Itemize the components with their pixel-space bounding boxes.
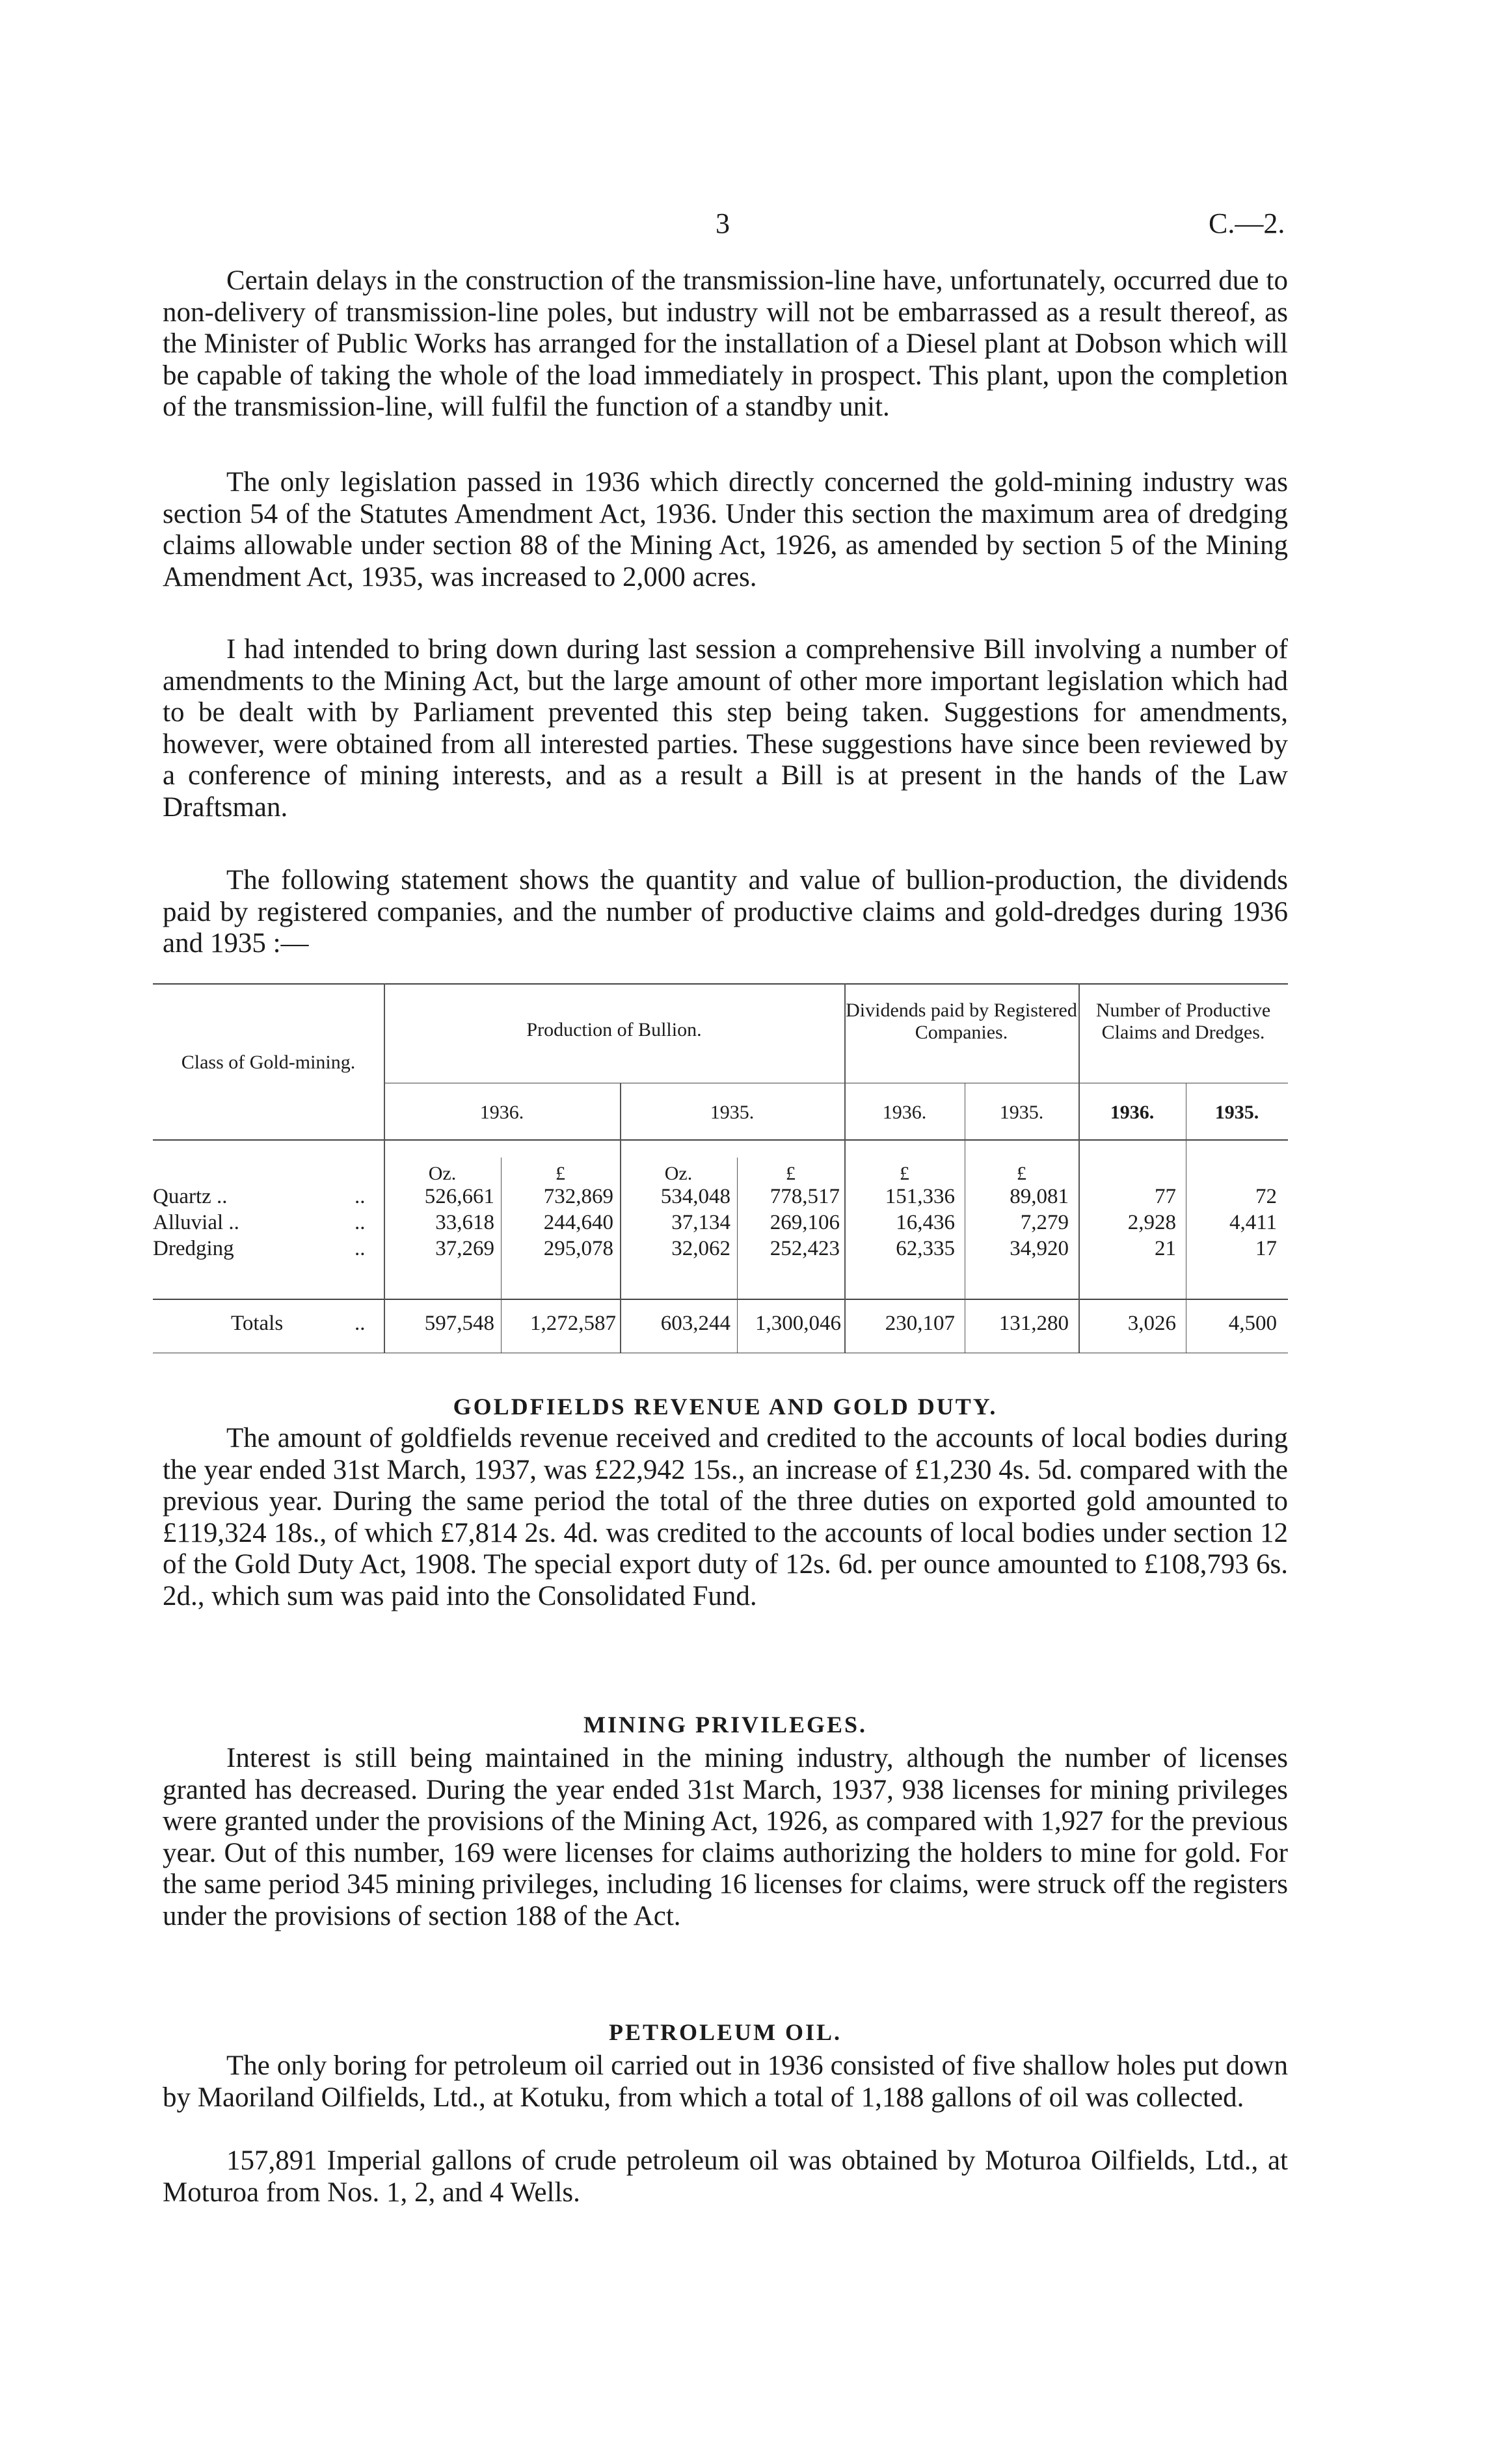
total-dividends-1935: 131,280 <box>998 1312 1069 1335</box>
prod-1935-value: 778,517 <box>770 1185 840 1208</box>
page-number: 3 <box>716 207 730 239</box>
prod-1936-value: 732,869 <box>543 1185 613 1208</box>
paragraph-petroleum-moturoa: 157,891 Imperial gallons of crude petroleum oil was obtained by Moturoa Oilfields, Ltd., at Moturoa from Nos. 1, 2, and 4 Wells. <box>163 2145 1288 2208</box>
heading-petroleum-oil: PETROLEUM OIL. <box>608 2019 842 2045</box>
prod-1935-value: 252,423 <box>770 1237 840 1260</box>
prod-1936-oz: 37,269 <box>435 1237 494 1260</box>
row-dots: .. <box>355 1237 366 1260</box>
prod-1935-oz: 32,062 <box>671 1237 730 1260</box>
dividends-1935: 34,920 <box>1010 1237 1069 1260</box>
total-claims-1936: 3,026 <box>1127 1312 1176 1335</box>
unit-pounds: £ <box>556 1163 565 1184</box>
year-1935-header: 1935. <box>710 1102 755 1123</box>
year-1935-header: 1935. <box>1214 1102 1259 1123</box>
table-totals-rule <box>153 1299 1288 1300</box>
dividends-1936: 16,436 <box>896 1211 955 1234</box>
paragraph-goldfields-revenue: The amount of goldfields revenue received and credited to the accounts of local bodies during the year ended 31st March, 1937, was £22,942 15s., an increase of £1,230 4s. 5d. compared with the previous year. During the same period the total of the three duties on exported gold amounted to £119,324 18s., of which £7,814 2s. 4d. was credited to the accounts of local bodies under section 12 of the Gold Duty Act, 1908. The special export duty of 12s. 6d. per ounce amounted to £108,793 6s. 2d., which sum was paid into the Consolidated Fund. <box>163 1423 1288 1611</box>
prod-1935-value: 269,106 <box>770 1211 840 1234</box>
total-claims-1935: 4,500 <box>1228 1312 1277 1335</box>
row-label: Quartz .. <box>153 1185 228 1208</box>
prod-1936-oz: 33,618 <box>435 1211 494 1234</box>
prod-1936-value: 295,078 <box>543 1237 613 1260</box>
bullion-production-table <box>153 983 1288 1354</box>
total-prod-1935-oz: 603,244 <box>660 1312 730 1335</box>
unit-pounds: £ <box>1017 1163 1026 1184</box>
dividends-1936: 151,336 <box>885 1185 955 1208</box>
row-dots: .. <box>355 1312 366 1335</box>
heading-goldfields-revenue: GOLDFIELDS REVENUE AND GOLD DUTY. <box>453 1394 998 1420</box>
prod-1936-oz: 526,661 <box>424 1185 494 1208</box>
year-1936-header: 1936. <box>882 1102 927 1123</box>
dividends-1935: 7,279 <box>1020 1211 1069 1234</box>
table-top-rule <box>153 983 1288 985</box>
table-header-bottom-rule <box>153 1139 1288 1141</box>
total-dividends-1936: 230,107 <box>885 1312 955 1335</box>
unit-pounds: £ <box>900 1163 909 1184</box>
paragraph-statement-intro: The following statement shows the quantity and value of bullion-production, the dividends paid by registered companies, and the number of productive claims and gold-dredges during 1936 and 1935 :— <box>163 865 1288 959</box>
unit-ounces: Oz. <box>664 1163 693 1184</box>
total-prod-1936-value: 1,272,587 <box>530 1312 616 1335</box>
prod-1935-oz: 534,048 <box>660 1185 730 1208</box>
claims-1935: 72 <box>1255 1185 1277 1208</box>
dividends-1936: 62,335 <box>896 1237 955 1260</box>
document-reference: C.—2. <box>1209 207 1285 239</box>
prod-1936-value: 244,640 <box>543 1211 613 1234</box>
claims-1935: 17 <box>1255 1237 1277 1260</box>
claims-1935: 4,411 <box>1229 1211 1277 1234</box>
unit-ounces: Oz. <box>428 1163 457 1184</box>
production-column-header: Production of Bullion. <box>526 1019 702 1040</box>
paragraph-mining-privileges: Interest is still being maintained in the mining industry, although the number of licenses granted has decreased. During the year ended 31st March, 1937, 938 licenses for mining privileges were granted under the provisions of the Mining Act, 1926, as compared with 1,927 for the previous year. Out of this number, 169 were licenses for claims authorizing the holders to mine for gold. For the same period 345 mining privileges, including 16 licenses for claims, were struck off the registers under the provisions of section 188 of the Act. <box>163 1743 1288 1931</box>
row-dots: .. <box>355 1211 366 1234</box>
prod-1935-oz: 37,134 <box>671 1211 730 1234</box>
total-prod-1936-oz: 597,548 <box>424 1312 494 1335</box>
claims-1936: 21 <box>1155 1237 1176 1260</box>
claims-1936: 77 <box>1155 1185 1176 1208</box>
paragraph-petroleum-boring: The only boring for petroleum oil carried out in 1936 consisted of five shallow holes put down by Maoriland Oilfields, Ltd., at Kotuku, from which a total of 1,188 gallons of oil was collected. <box>163 2050 1288 2113</box>
dividends-column-header: Dividends paid by Registered Companies. <box>846 1000 1077 1043</box>
paragraph-legislation: The only legislation passed in 1936 which directly concerned the gold-mining industry was section 54 of the Statutes Amendment Act, 1936. Under this section the maximum area of dredging claims allowable under section 88 of the Mining Act, 1926, as amended by section 5 of the Mining Amendment Act, 1935, was increased to 2,000 acres. <box>163 467 1288 592</box>
dividends-1935: 89,081 <box>1010 1185 1069 1208</box>
unit-pounds: £ <box>786 1163 796 1184</box>
year-1935-header: 1935. <box>999 1102 1044 1123</box>
totals-label: Totals <box>231 1312 284 1335</box>
total-prod-1935-value: 1,300,046 <box>755 1312 841 1335</box>
row-label: Dredging <box>153 1237 234 1260</box>
year-1936-header: 1936. <box>1110 1102 1155 1123</box>
year-1936-header: 1936. <box>479 1102 524 1123</box>
heading-mining-privileges: MINING PRIVILEGES. <box>583 1712 868 1738</box>
row-label: Alluvial .. <box>153 1211 239 1234</box>
claims-1936: 2,928 <box>1127 1211 1176 1234</box>
paragraph-transmission-line: Certain delays in the construction of the transmission-line have, unfortunately, occurred due to non-delivery of transmission-line poles, but industry will not be embarrassed as a result thereof, as the Minister of Public Works has arranged for the installation of a Diesel plant at Dobson which will be capable of taking the whole of the load immediately in prospect. This plant, upon the completion of the transmission-line, will fulfil the function of a standby unit. <box>163 265 1288 422</box>
row-dots: .. <box>355 1185 366 1208</box>
class-column-header: Class of Gold-mining. <box>181 1052 356 1073</box>
paragraph-mining-bill: I had intended to bring down during last session a comprehensive Bill involving a number of amendments to the Mining Act, but the large amount of other more important legislation which had to be dealt with by Parliament prevented this step being taken. Suggestions for amendments, however, were obtained from all interested parties. These suggestions have since been reviewed by a conference of mining interests, and as a result a Bill is at present in the hands of the Law Draftsman. <box>163 634 1288 823</box>
claims-column-header: Number of Productive Claims and Dredges. <box>1095 1000 1271 1043</box>
